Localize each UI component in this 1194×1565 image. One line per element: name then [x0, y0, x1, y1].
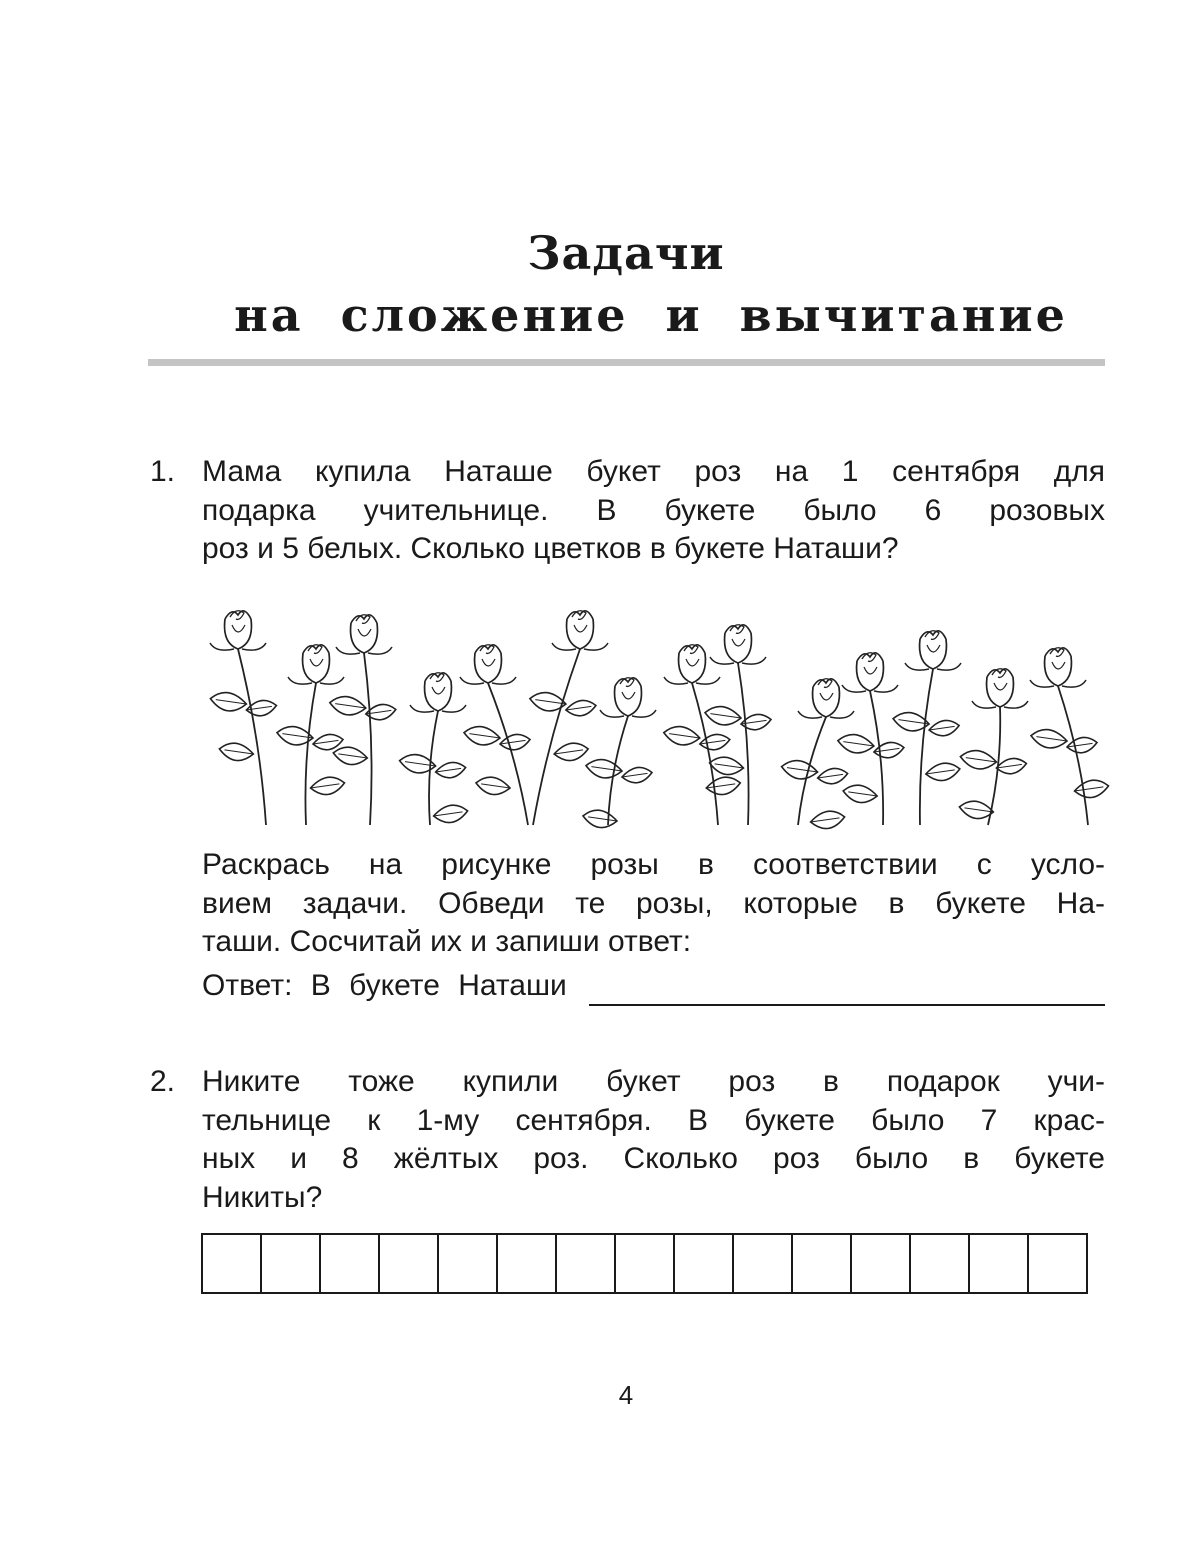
title-divider	[148, 359, 1105, 366]
answer-cell[interactable]	[498, 1233, 557, 1294]
instruction-line: Раскрась на рисунке розы в соответствии с усло-	[202, 848, 1105, 881]
rose-drawing	[277, 645, 345, 825]
answer-cell[interactable]	[203, 1233, 262, 1294]
task-2-number: 2.	[150, 1065, 176, 1098]
instruction-line: таши. Сосчитай их и запиши ответ:	[202, 925, 692, 958]
rose-drawing	[330, 615, 396, 825]
answer-cell[interactable]	[734, 1233, 793, 1294]
title-line-2: на сложение и вычитание	[234, 288, 1068, 342]
answer-cell[interactable]	[439, 1233, 498, 1294]
rose-drawing	[460, 645, 530, 825]
answer-label: Ответ: В букете Наташи	[202, 969, 567, 1002]
rose-drawing	[893, 631, 961, 825]
title-line-1: Задачи	[527, 226, 725, 280]
task-1-line: роз и 5 белых. Сколько цветков в букете Наташи?	[202, 532, 899, 565]
rose-drawing	[838, 653, 904, 825]
task-1-text	[202, 453, 1105, 569]
answer-blank-line[interactable]	[589, 972, 1105, 1006]
instruction-line: вием задачи. Обведи те розы, которые в букете На-	[202, 886, 1105, 920]
task-2-line: Никиты?	[202, 1180, 323, 1214]
rose-drawing	[959, 669, 1028, 825]
task-1-line: подарка учительнице. В букете было 6 розовых	[202, 493, 1105, 527]
task-2-text	[202, 1063, 1105, 1217]
answer-cell[interactable]	[793, 1233, 852, 1294]
rose-drawing	[782, 679, 854, 829]
task-1-number: 1.	[150, 455, 176, 488]
answer-cell[interactable]	[970, 1233, 1029, 1294]
rose-drawing	[400, 673, 468, 825]
answer-cell[interactable]	[321, 1233, 380, 1294]
page-number: 4	[618, 1380, 634, 1410]
rose-drawing	[1030, 648, 1109, 825]
rose-drawing	[583, 678, 656, 828]
answer-cell[interactable]	[616, 1233, 675, 1294]
task-1-line: Мама купила Наташе букет роз на 1 сентября для	[202, 455, 1105, 488]
answer-cell[interactable]	[380, 1233, 439, 1294]
answer-cell[interactable]	[262, 1233, 321, 1294]
answer-cell[interactable]	[675, 1233, 734, 1294]
answer-cell[interactable]	[852, 1233, 911, 1294]
rose-drawing	[530, 611, 608, 825]
task-1-instruction	[202, 846, 1105, 962]
roses-illustration	[198, 585, 1110, 830]
task-2-line: ных и 8 жёлтых роз. Сколько роз было в букете	[202, 1142, 1105, 1175]
task-1-answer	[202, 966, 1105, 1006]
answer-cell[interactable]	[557, 1233, 616, 1294]
rose-drawing	[664, 645, 741, 825]
task-2-line: тельнице к 1-му сентября. В букете было 7 крас-	[202, 1103, 1105, 1137]
task-2-line: Никите тоже купили букет роз в подарок учи-	[202, 1065, 1105, 1098]
rose-drawing	[210, 611, 276, 825]
answer-cell[interactable]	[911, 1233, 970, 1294]
title-block	[150, 222, 1102, 346]
answer-cell[interactable]	[1029, 1233, 1088, 1294]
answer-grid	[201, 1233, 1088, 1294]
